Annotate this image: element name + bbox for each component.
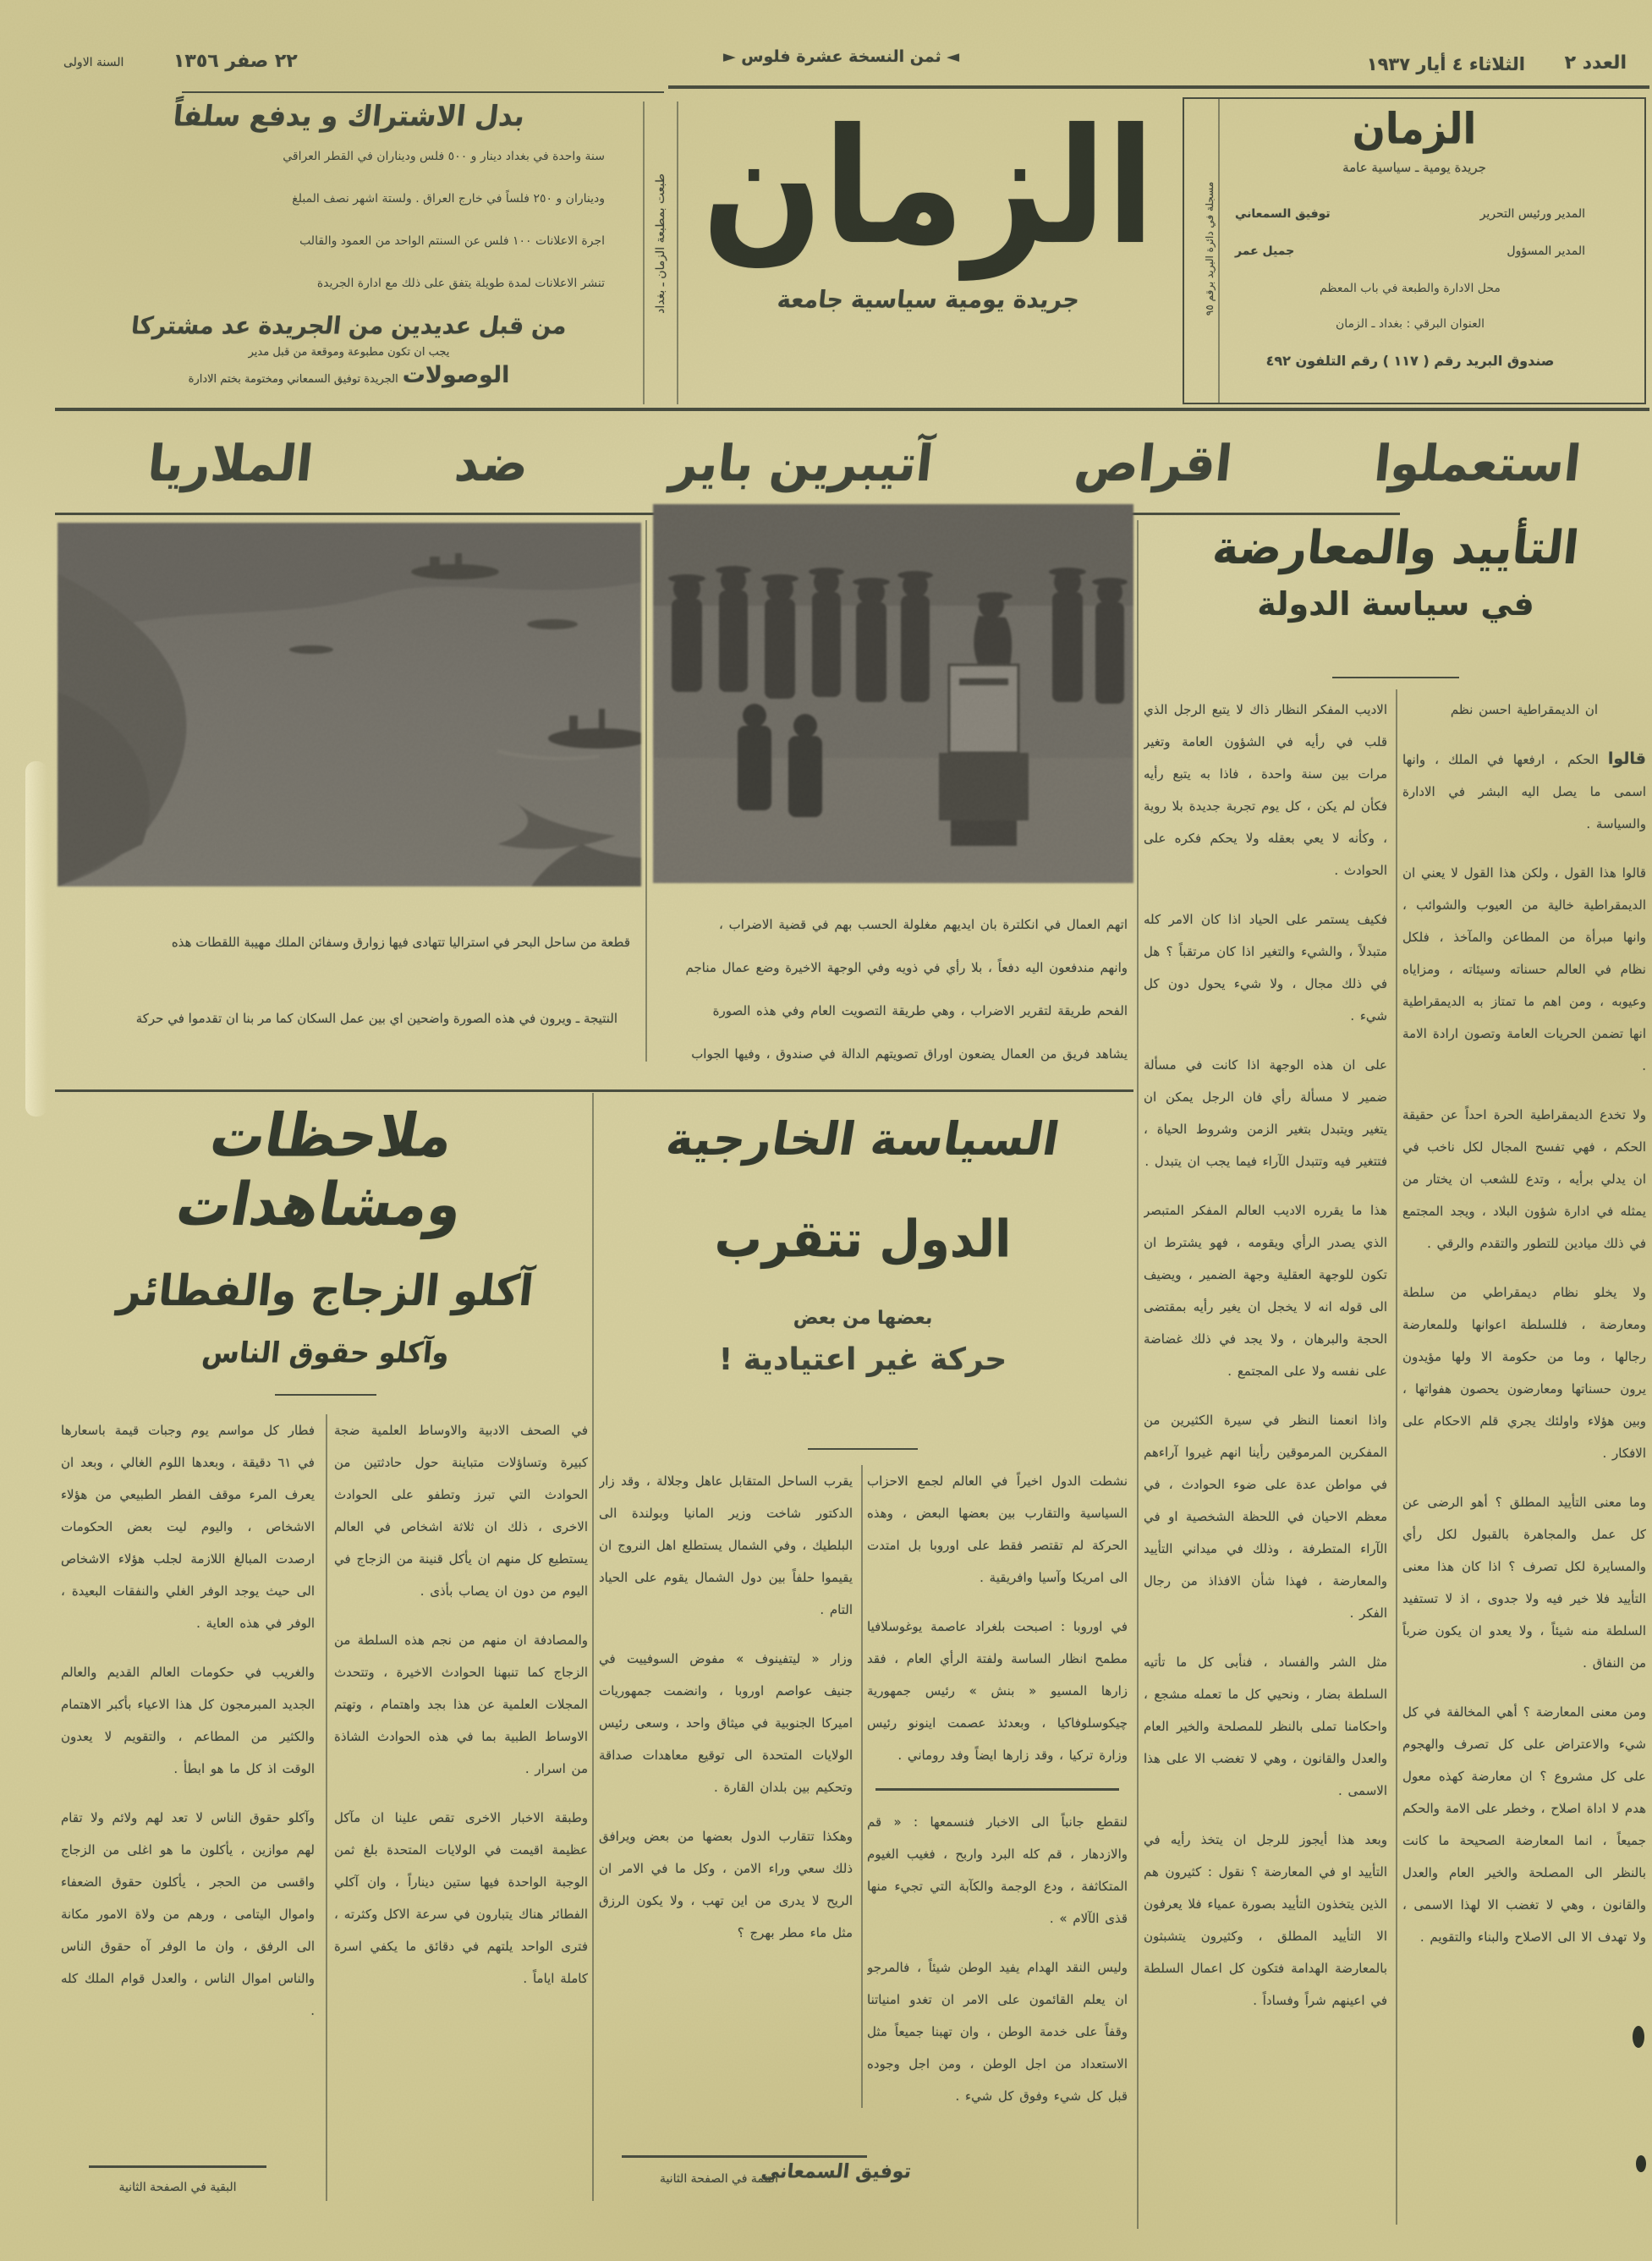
editor-name: توفيق السمعاني (1235, 207, 1331, 221)
subscription-box (68, 100, 630, 404)
pobox-phone: صندوق البريد رقم ( ١١٧ ) رقم التلفون ٤٩٢ (1265, 353, 1555, 369)
observations-column-right (334, 1414, 588, 2192)
text-paragraph: سنة واحدة في بغداد دينار و ٥٠٠ فلس وديناران في القطر العراقي (283, 150, 605, 163)
administration-box (1183, 97, 1646, 404)
hijri-date: ٢٢ صفر ١٣٥٦ (173, 51, 298, 72)
paper-fold-mark (25, 761, 47, 1117)
text-paragraph: وزار « ليتفينوف » مفوض السوفييت في جنيف عواصم اوروبا ، وانضمت جمهوريات اميركا الجنوبية في ميثاق واحد ، وسعى رئيس الولايات المتحدة الى توقيع معاهدات صداقة وتحكيم بين بلدان القارة . (599, 1651, 853, 1795)
receipts-text: الجريدة توفيق السمعاني ومختومة بختم الادارة (188, 373, 398, 386)
text-paragraph: هذا ما يقرره الاديب العالم المفكر المتبصر الذي يصدر الرأي ويقومه ، فهو يشترط ان تكون للوجهة العقلية وجهة الضمير ، ويضيف الى قوله انه لا يخجل ان يغير رأيه بمقتضى الحجة والبرهان ، ولا يجد في ذلك غضاضة على نفسه ولا على المجتمع . (1144, 1203, 1387, 1379)
lead-column-divider (1396, 689, 1397, 2225)
foreign-policy-column-left (599, 1465, 853, 2133)
foreign-policy-subhead: بعضها من بعض (793, 1308, 933, 1329)
text-paragraph: وما معنى التأييد المطلق ؟ أهو الرضى عن كل عمل والمجاهرة بالقبول لكل رأي والمسايرة لكل تصرف ؟ اذا كان هذا معنى التأييد فلا خير فيه ولا جدوى ، اذ لا تستفيد السلطة منه شيئاً ، ولا يعدو ان يكون ضرباً من النفاق . (1402, 1495, 1646, 1671)
text-paragraph: فكيف يستمر على الحياد اذا كان الامر كله متبدلاً ، والشيء والتغير اذا كان مرتقباً ؟ هل في ذلك مجال ، ولا شيء يحول دون كل شيء . (1144, 912, 1387, 1023)
foreign-policy-footer-rule (622, 2155, 867, 2158)
observations-subhead1: آكلو الزجاج والفطائر (115, 1265, 536, 1316)
observations-footer: البقية في الصفحة الثانية (118, 2181, 237, 2194)
text-paragraph: وانهم مندفعون اليه دفعاً ، بلا رأي في ذويه وفي الوجهة الاخيرة وضع عمال مناجم (685, 960, 1128, 975)
observations-column-left (61, 1414, 315, 2142)
observations-subhead2: وآكلو حقوق الناس (200, 1336, 452, 1369)
ink-blot-1 (1633, 2026, 1644, 2048)
telegraphic-address: العنوان البرقي : بغداد ـ الزمان (1335, 317, 1485, 331)
harbor-photo (58, 523, 641, 886)
foreign-policy-headline: الدول تتقرب (714, 1210, 1012, 1270)
photo-divider (645, 520, 647, 1062)
text-paragraph: وطبقة الاخبار الاخرى تقص علينا ان مآكل عظيمة اقيمت في الولايات المتحدة بلغ ثمن الوجبة الواحدة فيها ستين ديناراً ، وان آكلي الفطائر هناك يتبارون في سرعة الاكل وكثرته ، فترى الواحد يلتهم في دقائق ما يكفي اسرة كاملة اياماً . (334, 1810, 588, 1986)
lead-first-para (1402, 743, 1646, 840)
text-paragraph: يقرب الساحل المتقابل عاهل وجلالة ، وقد زار الدكتور شاخت وزير المانيا وبولندة الى البلطيك ، وفي الشمال يستطلع اهل النروج ان يقيموا حلفاً بين دول الشمال يقوم على الحياد التام . (599, 1473, 853, 1617)
copy-price: ◄ ثمن النسخة عشرة فلوس ► (723, 47, 959, 66)
ballot-caption (658, 897, 1128, 1087)
banner-word-5: الملاريا (145, 434, 316, 493)
text-paragraph: والمصادفة ان منهم من نجم هذه السلطة من الزجاج كما تنبهنا الحوادث الاخيرة ، وتتحدث المجلات العلمية عن هذا بجد واهتمام ، وتهتم الاوساط الطبية بما في هذه الحوادث الشاذة من اسرار . (334, 1633, 588, 1776)
text-paragraph: في اوروبا : اصبحت بلغراد عاصمة يوغوسلافيا مطمح انظار الساسة ولفتة الرأي العام ، فقد زارها المسيو « بنش » رئيس جمهورية چيكوسلوفاكيا ، وبعدئذ عصمت اينونو رئيس وزارة تركيا ، وقد زارها ايضاً وفد روماني . (867, 1619, 1128, 1763)
manager-name: جميل عمر (1235, 244, 1295, 258)
text-paragraph: في الصحف الادبية والاوساط العلمية ضجة كبيرة وتساؤلات متباينة حول حادثتين من الحوادث التي تبرز وتطفو على الحوادث الاخرى ، ذلك ان ثلاثة اشخاص في العالم يستطيع كل منهم ان يأكل قنينة من الزجاج في اليوم من دون ان يصاب بأذى . (334, 1423, 588, 1599)
subscription-big-line: من قبل عديدين من الجريدة عد مشتركا (129, 312, 568, 340)
staff-row-manager (1235, 244, 1585, 258)
logo-title: الزمان (701, 94, 1155, 280)
subscription-title: بدل الاشتراك و يدفع سلفاً (171, 99, 527, 133)
foreign-policy-column-divider (861, 1465, 863, 2108)
observations-headline-rule (275, 1394, 376, 1396)
text-paragraph: مثل الشر والفساد ، فنأبى كل ما تأتيه السلطة بضار ، ونحيي كل ما تعمله مشجع ، واحكامنا تملى بالنظر للمصلحة والخير العام والعدل والقانون ، وهي لا تغضب الا على هذا الاسمى . (1144, 1655, 1387, 1798)
manager-label: المدير المسؤول (1507, 244, 1585, 258)
admin-box-subtitle: جريدة يومية ـ سياسية عامة (1342, 160, 1486, 175)
foreign-policy-subhead2: حركة غير اعتيادية ! (718, 1342, 1007, 1377)
captions-bottom-rule (55, 1089, 1133, 1092)
observations-column-divider (326, 1414, 327, 2201)
text-paragraph: وهكذا تتقارب الدول بعضها من بعض ويرافق ذلك سعي وراء الامن ، وكل ما في الامر ان الريح لا يدرى من اين تهب ، ولا يكون الرزق مثل ماء مطر بهرج ؟ (599, 1829, 853, 1940)
text-paragraph: يشاهد فريق من العمال يضعون اوراق تصويتهم الدالة في صندوق ، وفيها الجواب (691, 1046, 1128, 1062)
atebrin-advert-banner (0, 421, 1652, 506)
gregorian-date: الثلاثاء ٤ أيار ١٩٣٧ (1366, 54, 1525, 74)
banner-word-2: اقراص (1072, 434, 1235, 493)
newspaper-logo (681, 80, 1176, 313)
text-paragraph: تنشر الاعلانات لمدة طويلة يتفق على ذلك مع ادارة الجريدة (316, 277, 605, 290)
text-paragraph (658, 1082, 1128, 1087)
ink-blot-2 (1636, 2155, 1646, 2172)
article-signature: توفيق السمعاني (760, 2160, 913, 2183)
printer-strip-rule-left (643, 102, 645, 404)
text-paragraph: اتهم العمال في انكلترة بان ايديهم مغلولة الحسب بهم في قضية الاضراب ، (718, 917, 1128, 932)
lead-rest: الحكم ، ارفعها في الملك ، وانها اسمى ما يصل اليه البشر في الادارة والسياسة . (1402, 752, 1646, 831)
receipts-line (68, 362, 630, 388)
harbor-caption-line2: النتيجة ـ ويرون في هذه الصورة واضحين اي بين عمل السكان كما مر بنا ان تقدموا في حركة (135, 1011, 617, 1026)
subscription-note: يجب ان تكون مطبوعة وموقعة من قبل مدير (248, 346, 450, 359)
printer-strip-rule-right (677, 102, 678, 404)
harbor-caption-line1: قطعة من ساحل البحر في استراليا تتهادى فيها زوارق وسفائن الملك مهيبة اللقطات هذه (171, 935, 630, 950)
lead-headline-line2: في سياسة الدولة (1257, 585, 1534, 623)
printer-vertical-text: طبعت بمطبعة الزمان ـ بغداد (654, 173, 667, 314)
masthead-bottom-rule (55, 408, 1649, 411)
receipts-label: الوصولات (402, 362, 510, 388)
right-arrow-icon: ◄ (947, 47, 959, 66)
year-label: السنة الاولى (63, 56, 124, 69)
foreign-policy-footer: التتمة في الصفحة الثانية (659, 2172, 779, 2186)
text-paragraph: على ان هذه الوجهة اذا كانت في مسألة ضمير لا مسألة رأي فان الرجل يمكن ان يتغير ويتبدل بتغير الزمن وشروط الحياة ، فتتغير فيه وتتبدل الآراء فيما يجب ان يتبدل . (1144, 1057, 1387, 1169)
text-paragraph: واذا انعمنا النظر في سيرة الكثيرين من المفكرين المرموقين رأينا انهم غيروا آراءهم في مواطن عدة على ضوء الحوادث ، في معظم الاحيان في اللحظة الشخصية او في الآراء المتطرفة ، وذلك في ميداني التأييد والمعارضة ، فهذا شأن الافذاذ من رجال الفكر . (1144, 1413, 1387, 1621)
lead-column-left (1144, 694, 1387, 2225)
top-rule-left (182, 91, 664, 93)
banner-word-3: آتيبرين باير (667, 434, 936, 493)
lead-headline-rule (1332, 677, 1459, 678)
subscription-rates (68, 144, 630, 296)
banner-word-4: ضد (452, 434, 532, 493)
text-paragraph: نشطت الدول اخيراً في العالم لجمع الاحزاب السياسية والتقارب بين بعضها البعض ، وهذه الحركة لم تقتصر فقط على اوروبا بل امتدت الى امريكا وآسيا وافريقية . (867, 1473, 1128, 1585)
lead-headline-line1: التأييد والمعارضة (1210, 521, 1582, 575)
text-paragraph: لنقطع جانباً الى الاخبار فنسمعها : « قم والازدهار ، قم كله البرد واربح ، فغيب الغيوم المتكاثفة ، ودع الوجمة والكآبة التي تجيء منها قذى الآلام » . (867, 1814, 1128, 1926)
admin-box-title: الزمان (1352, 103, 1477, 154)
text-paragraph: والغريب في حكومات العالم القديم والعالم الجديد المبرمجون كل هذا الاعياء بأكبر الاهتمام والكثير من المطاعم ، والتقويم لا يعدون الوقت اذ كل ما هو ابطأ . (61, 1665, 315, 1776)
lead-headline (1150, 523, 1641, 623)
text-paragraph: وديناران و ٢٥٠ فلساً في خارج العراق . ولستة اشهر نصف المبلغ (292, 192, 605, 206)
staff-row-editor (1235, 207, 1585, 221)
text-paragraph: ولا يخلو نظام ديمقراطي من سلطة ومعارضة ، فللسلطة اعوانها وللمعارضة رجالها ، وما من حكومة الا ولها مؤيدون يرون حسناتها ومعارضون يحصون هفواتها ، وبين هؤلاء واولئك يجري قلم الاحكام على الافكار . (1402, 1285, 1646, 1461)
text-paragraph: ولا تخدع الديمقراطية الحرة احداً عن حقيقة الحكم ، فهي تفسح المجال لكل ناخب في ان يدلي برأيه ، وتدع للشعب ان يختار من يمثله في ادارة شؤون البلاد ، ويجد المجتمع في ذلك ميادين للتطور والتقدم والرقي . (1402, 1107, 1646, 1251)
text-paragraph: فطار كل مواسم يوم وجبات قيمة باسعارها في ٦١ دقيقة ، وبعدها اللوم الغالي ، وبعد ان يعرف المرء موقف الفطر الطبيعي من هؤلاء الاشخاص ، واليوم ليت بعض الحكومات ارصدت المبالغ اللازمة لجلب هؤلاء الاشخاص الى حيث يوجد الوفر الغلي والنفقات البعيدة ، الوفر في هذه العاية . (61, 1423, 315, 1631)
observations-footer-rule (89, 2165, 266, 2168)
lead-section-divider (1137, 520, 1139, 2229)
foreign-policy-column-right (867, 1465, 1128, 2142)
foreign-policy-headline-block (601, 1112, 1125, 1377)
observations-headline: ملاحظات ومشاهدات (171, 1101, 469, 1240)
text-paragraph: ومن معنى المعارضة ؟ أهي المخالفة في كل شيء والاعتراض على كل تصرف والهجوم على كل مشروع ؟ ان معارضة كهذه معول هدم لا اداة اصلاح ، وخطر على الامة والحكم جميعاً ، انما المعارضة الصحيحة ما كانت بالنظر الى المصلحة والخير العام والعدل والقانون ، وهي لا تغضب الا لهذا الاسمى ، ولا تهدف الا الى الاصلاح والبناء والتقويم . (1402, 1704, 1646, 1945)
admin-address: محل الادارة والطبعة في باب المعظم (1320, 282, 1501, 295)
banner-word-1: استعملوا (1370, 434, 1583, 493)
text-paragraph: وبعد هذا أيجوز للرجل ان يتخذ رأيه في التأييد او في المعارضة ؟ نقول : كثيرون هم الذين يتخذون التأييد بصورة عمياء فلا يعرفون الا التأييد المطلق ، وكثيرون يتشبثون بالمعارضة الهدامة فتكون كل اعمال السلطة في اعينهم شراً وفساداً . (1144, 1832, 1387, 2008)
logo-subtitle: جريدة يومية سياسية جامعة (776, 286, 1081, 314)
lead-word: قالوا (1607, 749, 1646, 768)
middle-section-divider (592, 1093, 594, 2201)
left-arrow-icon: ► (723, 47, 736, 66)
observations-headline-block (59, 1101, 592, 1369)
editor-label: المدير ورئيس التحرير (1479, 207, 1585, 221)
text-paragraph: قالوا هذا القول ، ولكن هذا القول لا يعني ان الديمقراطية خالية من العيوب والشوائب ، وانها مبرأة من المطاعن والمآخذ ، فلكل نظام في العالم حسناته وسيئاته ، ومزاياه وعيوبه ، ومن اهم ما تمتاز به الديمقراطية انها تضمن الحريات العامة وتصون ارادة الامة . (1402, 865, 1646, 1073)
foreign-policy-kicker: السياسة الخارجية (662, 1112, 1063, 1166)
foreign-policy-headline-rule (808, 1448, 918, 1450)
issue-number: العدد ٢ (1564, 52, 1627, 74)
text-paragraph: الاديب المفكر النظار ذاك لا يتبع الرجل الذي قلب في رأيه في الشؤون العامة وتغير مرات بين سنة واحدة ، فاذا به يتبع رأيه فكأن لم يكن ، كل يوم تجربة جديدة بلا روية ، وكأنه لا يعي بعقله ولا يحكم فكره على الحوادث . (1144, 702, 1387, 878)
text-paragraph: وآكلو حقوق الناس لا تعد لهم ولائم ولا تقام لهم موازين ، يأكلون ما هو اغلى من الزجاج واقسى من الحجر ، يأكلون حقوق الضعفاء واموال اليتامى ، ورهم من ولاة الامور مكانة الى الرفق ، وان ما الوفر آه حقوق الناس والناس اموال الناس ، والعدل قوام الملك كله . (61, 1810, 315, 2018)
text-paragraph: اجرة الاعلانات ١٠٠ فلس عن السنتم الواحد من العمود والقالب (299, 234, 605, 248)
lead-intro: ان الديمقراطية احسن نظم (1450, 702, 1599, 717)
ballot-photo (653, 504, 1133, 883)
lead-column-right (1402, 694, 1646, 2225)
registration-vertical-text: مسجلة في دائرة البريد برقم ٩٥ (1204, 181, 1216, 316)
text-paragraph: وليس النقد الهدام يفيد الوطن شيئاً ، فالمرجو ان يعلم القائمون على الامر ان تغدو امنياتنا وقفاً على خدمة الوطن ، وان تهبنا جميعاً مثل الاستعداد من اجل الوطن ، ومن اجل وجوده قبل كل شيء وفوق كل شيء . (867, 1960, 1128, 2104)
inner-article-rule (875, 1788, 1119, 1791)
text-paragraph: الفحم طريقة لتقرير الاضراب ، وهي طريقة التصويت العام وفي هذه الصورة (712, 1003, 1128, 1018)
